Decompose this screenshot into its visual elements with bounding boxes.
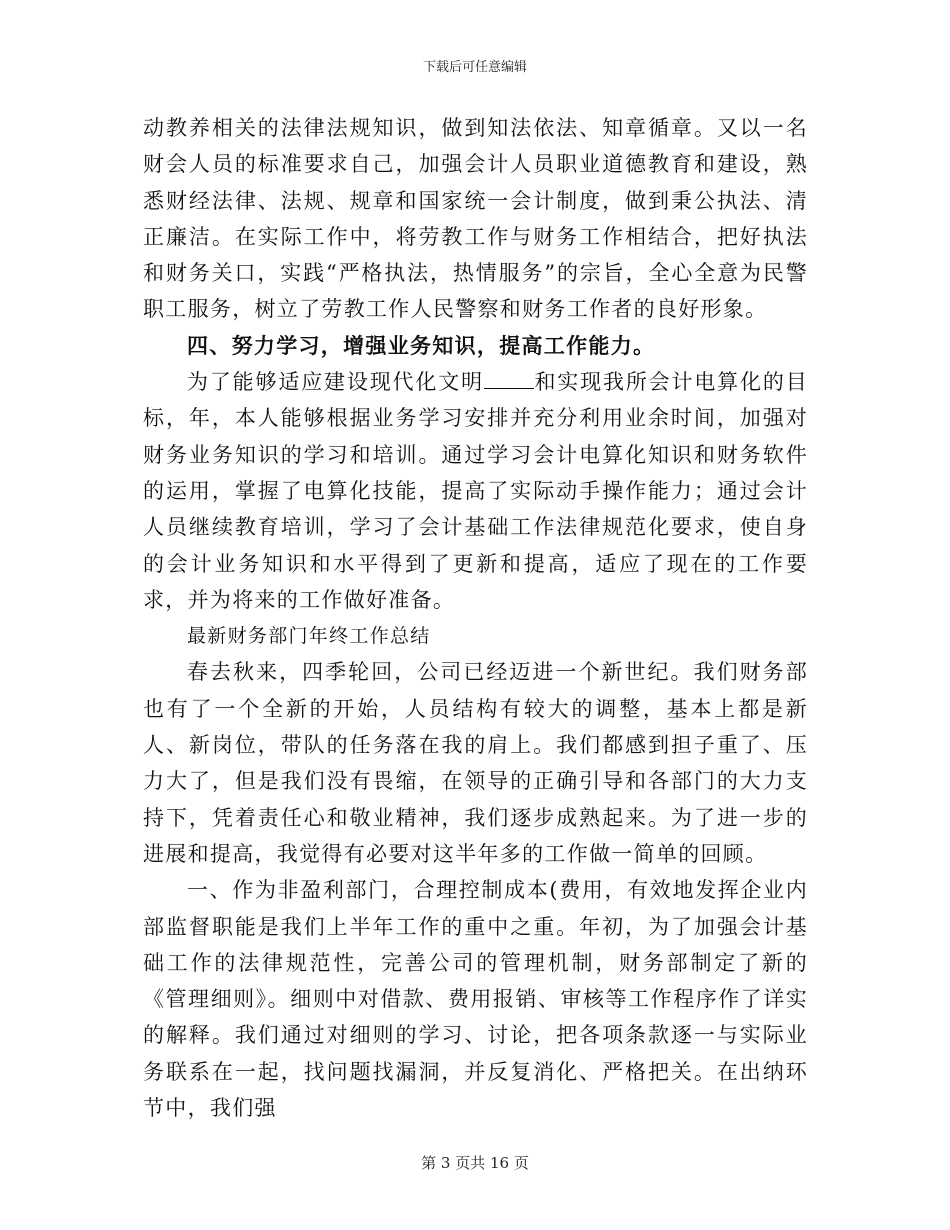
paragraph-study	[143, 364, 808, 618]
paragraph-study-part1: 为了能够适应建设现代化文明	[187, 370, 484, 395]
paragraph-study-part2: 和实现我所会计电算化的目标，年，本人能够根据业务学习安排并充分利用业余时间，加强对财务业务知识的学习和培训。通过学习会计电算化知识和财务软件的运用，掌握了电算化技能，提高了实际动手操作能力；通过会计人员继续教育培训，学习了会计基础工作法律规范化要求，使自身的会计业务知识和水平得到了更新和提高，适应了现在的工作要求，并为将来的工作做好准备。	[143, 370, 808, 612]
document-subtitle: 最新财务部门年终工作总结	[187, 625, 431, 648]
paragraph-section-one: 一、作为非盈利部门，合理控制成本(费用，有效地发挥企业内部监督职能是我们上半年工作的重中之重。年初，为了加强会计基础工作的法律规范性，完善公司的管理机制，财务部制定了新的《管理细则》。细则中对借款、费用报销、审核等工作程序作了详实的解释。我们通过对细则的学习、讨论，把各项条款逐一与实际业务联系在一起，找问题找漏洞，并反复消化、严格把关。在出纳环节中，我们强	[143, 878, 808, 1121]
paragraph-continued: 动教养相关的法律法规知识，做到知法依法、知章循章。又以一名财会人员的标准要求自己，加强会计人员职业道德教育和建设，熟悉财经法律、法规、规章和国家统一会计制度，做到秉公执法、清正廉洁。在实际工作中，将劳教工作与财务工作相结合，把好执法和财务关口，实践“严格执法，热情服务”的宗旨，全心全意为民警职工服务，树立了劳教工作人民警察和财务工作者的良好形象。	[143, 116, 808, 322]
page-header: 下载后可任意编辑	[422, 60, 527, 75]
fill-in-blank	[484, 370, 534, 389]
section-heading-four: 四、努力学习，增强业务知识，提高工作能力。	[187, 332, 656, 358]
paragraph-intro: 春去秋来，四季轮回，公司已经迈进一个新世纪。我们财务部也有了一个全新的开始，人员结构有较大的调整，基本上都是新人、新岗位，带队的任务落在我的肩上。我们都感到担子重了、压力大了，但是我们没有畏缩，在领导的正确引导和各部门的大力支持下，凭着责任心和敬业精神，我们逐步成熟起来。为了进一步的进展和提高，我觉得有必要对这半年多的工作做一简单的回顾。	[143, 660, 808, 866]
page-number: 第 3 页共 16 页	[421, 1154, 529, 1172]
document-body	[143, 110, 808, 1126]
